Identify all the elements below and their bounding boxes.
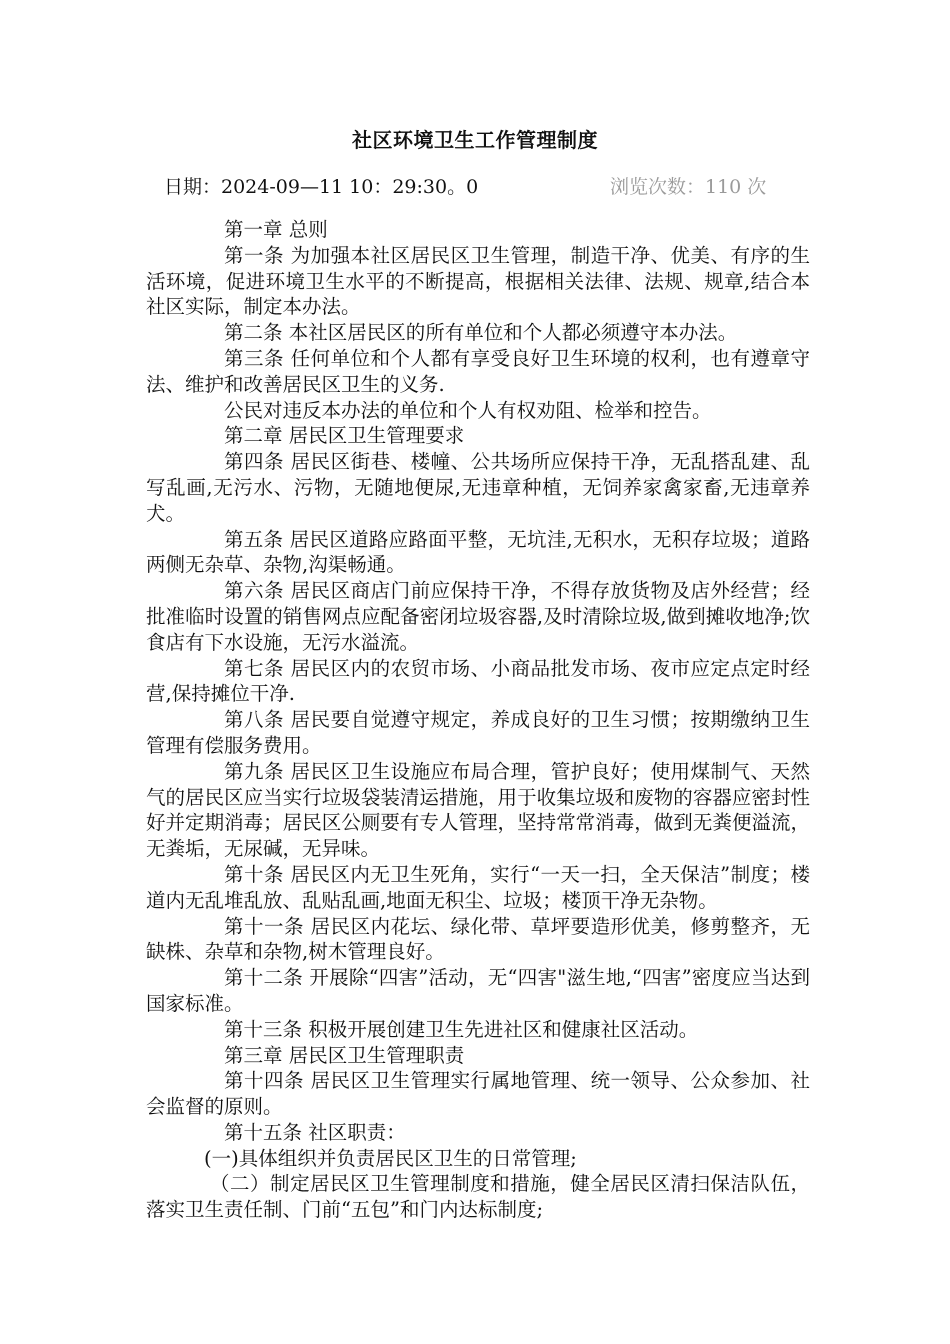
article-paragraph: 第九条 居民区卫生设施应布局合理，管护良好；使用煤制气、天然气的居民区应当实行垃圾袋装清运措施，用于收集垃圾和废物的容器应密封性好并定期消毒；居民区公厕要有专人管理，坚持常常消毒，做到无粪便溢流，无粪垢，无尿碱，无异味。	[146, 759, 810, 861]
list-item: (一)具体组织并负责居民区卫生的日常管理;	[204, 1146, 577, 1170]
document-body	[146, 217, 810, 1223]
chapter-heading: 第一章 总则	[224, 218, 328, 241]
article-paragraph: 第十条 居民区内无卫生死角，实行“一天一扫，全天保洁”制度；楼道内无乱堆乱放、乱贴乱画,地面无积尘、垃圾；楼顶干净无杂物。	[146, 862, 810, 912]
article-paragraph: 第七条 居民区内的农贸市场、小商品批发市场、夜市应定点定时经营,保持摊位干净.	[146, 656, 810, 706]
article-paragraph: 第五条 居民区道路应路面平整，无坑洼,无积水，无积存垃圾；道路两侧无杂草、杂物,沟渠畅通。	[146, 527, 810, 577]
article-paragraph: 第十三条 积极开展创建卫生先进社区和健康社区活动。	[224, 1017, 699, 1041]
article-paragraph: 第四条 居民区街巷、楼幢、公共场所应保持干净，无乱搭乱建、乱写乱画,无污水、污物，无随地便尿,无违章种植，无饲养家禽家畜,无违章养犬。	[146, 450, 810, 525]
chapter-heading: 第二章 居民区卫生管理要求	[224, 424, 465, 448]
article-paragraph: 第十五条 社区职责：	[224, 1120, 406, 1144]
article-paragraph: 第一条 为加强本社区居民区卫生管理，制造干净、优美、有序的生活环境，促进环境卫生水平的不断提高，根据相关法律、法规、规章,结合本社区实际，制定本办法。	[146, 243, 810, 319]
article-paragraph: 第八条 居民要自觉遵守规定，养成良好的卫生习惯；按期缴纳卫生管理有偿服务费用。	[146, 708, 810, 757]
list-item: （二）制定居民区卫生管理制度和措施，健全居民区清扫保洁队伍，落实卫生责任制、门前“五包”和门内达标制度;	[146, 1172, 810, 1222]
article-paragraph: 第十二条 开展除“四害”活动，无“四害"滋生地,“四害”密度应当达到国家标准。	[146, 966, 810, 1015]
article-paragraph: 公民对违反本办法的单位和个人有权劝阻、检举和控告。	[224, 398, 712, 422]
chapter-heading: 第三章 居民区卫生管理职责	[224, 1043, 465, 1067]
article-paragraph: 第六条 居民区商店门前应保持干净，不得存放货物及店外经营；经批准临时设置的销售网点应配备密闭垃圾容器,及时清除垃圾,做到摊收地净;饮食店有下水设施，无污水溢流。	[146, 579, 810, 654]
publish-date: 日期：2024-09—11 10：29:30。0	[164, 176, 479, 198]
article-paragraph: 第十一条 居民区内花坛、绿化带、草坪要造形优美，修剪整齐，无缺株、杂草和杂物,树木管理良好。	[146, 914, 810, 964]
view-count: 浏览次数：110 次	[610, 176, 767, 198]
article-paragraph: 第十四条 居民区卫生管理实行属地管理、统一领导、公众参加、社会监督的原则。	[146, 1069, 810, 1119]
article-paragraph: 第三条 任何单位和个人都有享受良好卫生环境的权利，也有遵章守法、维护和改善居民区卫生的义务.	[146, 346, 810, 396]
article-paragraph: 第二条 本社区居民区的所有单位和个人都必须遵守本办法。	[224, 321, 738, 345]
document-title: 社区环境卫生工作管理制度	[352, 128, 598, 152]
